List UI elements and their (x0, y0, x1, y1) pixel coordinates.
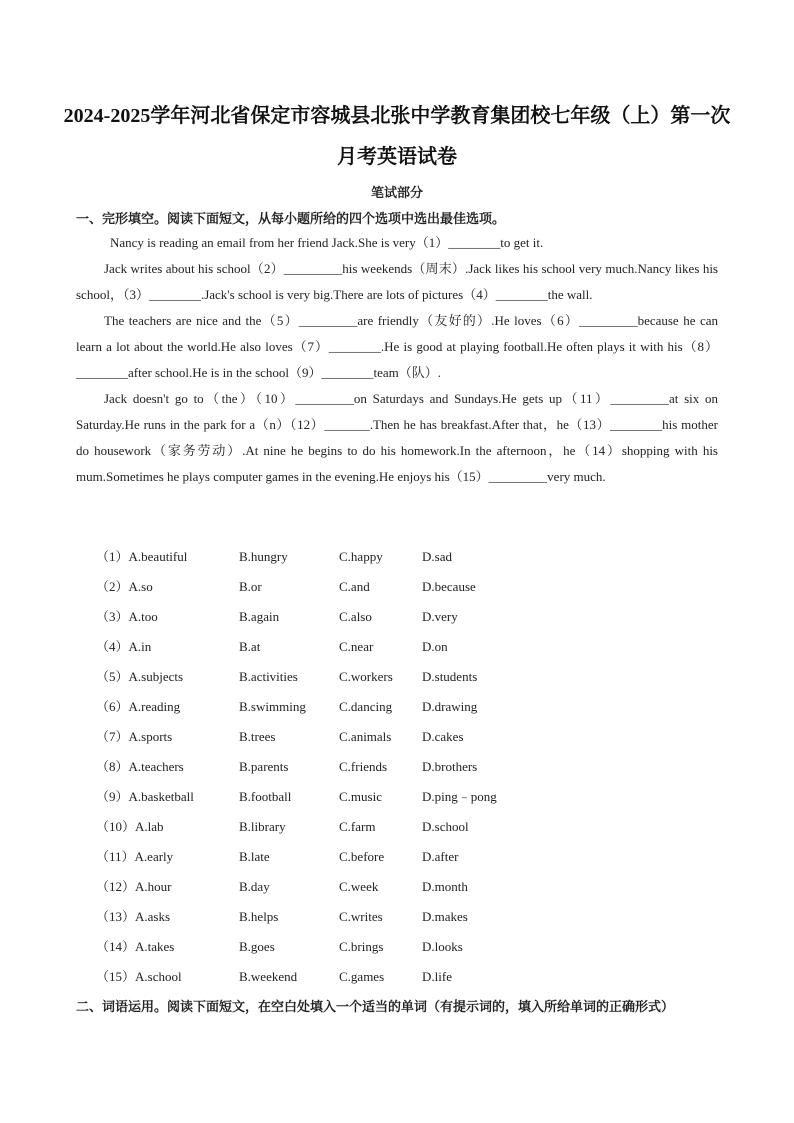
question-number-and-option-a (96, 846, 173, 868)
question-number: （9） (96, 789, 129, 804)
option-b[interactable]: B.hungry (239, 549, 288, 564)
option-c[interactable]: C.also (339, 609, 372, 624)
passage-paragraph-1: Nancy is reading an email from her friend Jack.She is very（1）________to get it. (110, 235, 544, 250)
question-number: （11） (96, 849, 135, 864)
option-b[interactable]: B.helps (239, 909, 279, 924)
question-number-and-option-a (96, 576, 153, 598)
question-row (96, 636, 696, 666)
section-1-heading: 一、完形填空。阅读下面短文，从每小题所给的四个选项中选出最佳选项。 (76, 211, 506, 226)
section-2-heading: 二、词语运用。阅读下面短文，在空白处填入一个适当的单词（有提示词的，填入所给单词的正确形式） (76, 999, 675, 1014)
option-a[interactable]: A.lab (135, 819, 164, 834)
option-b[interactable]: B.parents (239, 759, 289, 774)
option-a[interactable]: A.asks (135, 909, 171, 924)
question-number: （2） (96, 579, 129, 594)
option-c[interactable]: C.friends (339, 759, 388, 774)
option-b[interactable]: B.activities (239, 669, 298, 684)
option-a[interactable]: A.beautiful (128, 549, 188, 564)
question-row (96, 726, 696, 756)
question-number: （7） (96, 729, 129, 744)
question-number: （10） (96, 819, 136, 834)
question-number-and-option-a (96, 816, 164, 838)
option-c[interactable]: C.workers (339, 669, 393, 684)
passage-paragraph-4: Jack doesn't go to（the）（10）_________on Saturdays and Sundays.He gets up（11）_________at six on Saturday.He runs in the park for a（n）（12）_______.Then he has breakfast.After that，he（13）________his mother do housework（家务劳动）.At nine he begins to do his homework.In the afternoon，he（14）shopping with his mum.Sometimes he plays computer games in the evening.He enjoys his（15）_________very much. (76, 391, 718, 484)
question-number: （1） (96, 549, 129, 564)
question-row (96, 816, 696, 846)
option-b[interactable]: B.late (239, 849, 270, 864)
option-a[interactable]: A.teachers (128, 759, 184, 774)
option-c[interactable]: C.brings (339, 939, 384, 954)
question-number-and-option-a (96, 786, 194, 808)
option-c[interactable]: C.near (339, 639, 374, 654)
written-part-heading: 笔试部分 (370, 185, 423, 200)
option-c[interactable]: C.games (339, 969, 385, 984)
question-options-list (96, 546, 696, 996)
option-d[interactable]: D.brothers (422, 759, 478, 774)
option-a[interactable]: A.basketball (128, 789, 194, 804)
question-number-and-option-a (96, 636, 151, 658)
question-number: （3） (96, 609, 129, 624)
option-c[interactable]: C.farm (339, 819, 376, 834)
option-d[interactable]: D.school (422, 819, 469, 834)
option-d[interactable]: D.after (422, 849, 459, 864)
question-number-and-option-a (96, 666, 183, 688)
passage-paragraph-3: The teachers are nice and the（5）_________are friendly（友好的）.He loves（6）_________because he can learn a lot about the world.He also loves（7）________.He is good at playing football.He often plays it with his（8）________after school.He is in the school（9）________team（队）. (76, 313, 718, 380)
option-b[interactable]: B.trees (239, 729, 276, 744)
question-number-and-option-a (96, 726, 172, 748)
question-number: （6） (96, 699, 129, 714)
question-number: （5） (96, 669, 129, 684)
option-b[interactable]: B.football (239, 789, 292, 804)
option-a[interactable]: A.too (128, 609, 158, 624)
option-d[interactable]: D.month (422, 879, 468, 894)
option-c[interactable]: C.and (339, 579, 370, 594)
question-number-and-option-a (96, 876, 171, 898)
question-number-and-option-a (96, 936, 174, 958)
question-number-and-option-a (96, 546, 187, 568)
option-a[interactable]: A.school (135, 969, 182, 984)
option-a[interactable]: A.sports (128, 729, 173, 744)
option-a[interactable]: A.in (128, 639, 152, 654)
option-a[interactable]: A.reading (128, 699, 181, 714)
option-b[interactable]: B.library (239, 819, 286, 834)
question-number: （4） (96, 639, 129, 654)
option-c[interactable]: C.animals (339, 729, 392, 744)
question-number-and-option-a (96, 966, 182, 988)
option-d[interactable]: D.on (422, 639, 448, 654)
question-row (96, 876, 696, 906)
option-b[interactable]: B.weekend (239, 969, 298, 984)
question-number-and-option-a (96, 756, 184, 778)
option-d[interactable]: D.makes (422, 909, 468, 924)
question-row (96, 786, 696, 816)
question-number-and-option-a (96, 606, 158, 628)
option-d[interactable]: D.very (422, 609, 458, 624)
option-b[interactable]: B.swimming (239, 699, 306, 714)
option-b[interactable]: B.goes (239, 939, 275, 954)
passage-paragraph-2: Jack writes about his school（2）_________his weekends（周末）.Jack likes his school very much.Nancy likes his school，（3）________.Jack's school is very big.There are lots of pictures（4）________the wall. (76, 261, 718, 302)
option-b[interactable]: B.day (239, 879, 270, 894)
question-number: （8） (96, 759, 129, 774)
option-c[interactable]: C.before (339, 849, 385, 864)
exam-title: 2024-2025学年河北省保定市容城县北张中学教育集团校七年级（上）第一次月考英语试卷 (63, 105, 731, 168)
option-a[interactable]: A.subjects (128, 669, 184, 684)
option-d[interactable]: D.because (422, 579, 476, 594)
option-d[interactable]: D.cakes (422, 729, 464, 744)
option-c[interactable]: C.dancing (339, 699, 393, 714)
question-row (96, 756, 696, 786)
question-row (96, 546, 696, 576)
question-row (96, 966, 696, 996)
option-c[interactable]: C.writes (339, 909, 383, 924)
question-row (96, 936, 696, 966)
option-c[interactable]: C.happy (339, 549, 383, 564)
option-b[interactable]: B.or (239, 579, 262, 594)
option-a[interactable]: A.so (128, 579, 153, 594)
question-number: （13） (96, 909, 136, 924)
option-d[interactable]: D.students (422, 669, 478, 684)
option-d[interactable]: D.drawing (422, 699, 478, 714)
question-row (96, 846, 696, 876)
question-number-and-option-a (96, 696, 180, 718)
option-b[interactable]: B.at (239, 639, 261, 654)
question-row (96, 696, 696, 726)
question-number: （15） (96, 969, 136, 984)
option-d[interactable]: D.looks (422, 939, 463, 954)
option-a[interactable]: A.early (134, 849, 174, 864)
option-a[interactable]: A.hour (135, 879, 172, 894)
question-row (96, 576, 696, 606)
option-d[interactable]: D.sad (422, 549, 452, 564)
option-d[interactable]: D.ping﹣pong (422, 789, 497, 804)
option-a[interactable]: A.takes (135, 939, 175, 954)
question-row (96, 666, 696, 696)
option-b[interactable]: B.again (239, 609, 280, 624)
option-c[interactable]: C.week (339, 879, 379, 894)
question-row (96, 606, 696, 636)
option-c[interactable]: C.music (339, 789, 382, 804)
question-number: （12） (96, 879, 136, 894)
question-number-and-option-a (96, 906, 170, 928)
question-number: （14） (96, 939, 136, 954)
option-d[interactable]: D.life (422, 969, 452, 984)
question-row (96, 906, 696, 936)
